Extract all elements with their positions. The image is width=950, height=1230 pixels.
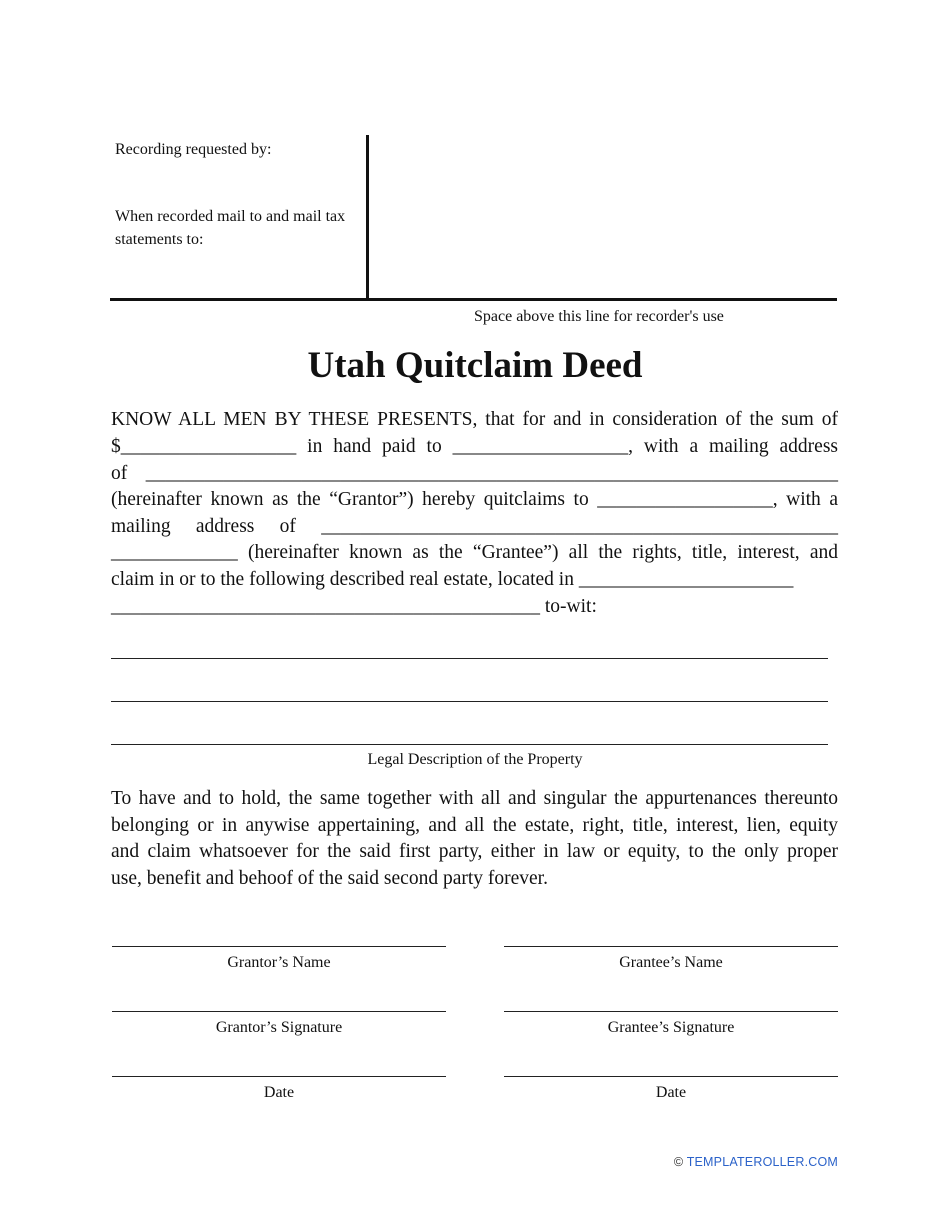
body-line: KNOW ALL MEN BY THESE PRESENTS, that for and in consideration of the sum of (111, 409, 838, 430)
body-line: claim in or to the following described real estate, located in ______________________ (111, 569, 794, 590)
body-line: $__________________ in hand paid to __________________, with a mailing address (111, 436, 838, 457)
recorder-space-line (110, 298, 837, 301)
grantee-name-line (504, 946, 838, 947)
copyright-symbol: © (673, 1155, 684, 1169)
habendum-line: To have and to hold, the same together with all and singular the appurtenances thereunto (111, 788, 838, 809)
grantor-signature-label: Grantor’s Signature (215, 1019, 343, 1036)
grantor-name-line (112, 946, 446, 947)
grantor-signature-line (112, 1011, 446, 1012)
recording-requested-label: Recording requested by: (115, 141, 272, 158)
recorder-box-divider (366, 135, 369, 300)
body-line: (hereinafter known as the “Grantor”) hereby quitclaims to __________________, with a (111, 489, 838, 510)
grantee-signature-line (504, 1011, 838, 1012)
recorder-note: Space above this line for recorder's use (474, 308, 724, 325)
grantor-date-label: Date (263, 1084, 295, 1101)
mail-to-label: When recorded mail to and mail tax statements to: (115, 208, 346, 248)
legal-description-line (111, 658, 828, 659)
body-line: _____________ (hereinafter known as the “Grantee”) all the rights, title, interest, and (111, 542, 838, 563)
grantee-date-line (504, 1076, 838, 1077)
grantee-name-label: Grantee’s Name (619, 954, 723, 971)
body-line: ____________________________________________ to-wit: (111, 596, 597, 617)
page-title: Utah Quitclaim Deed (307, 345, 643, 386)
habendum-line: and claim whatsoever for the said first party, either in law or equity, to the only proper (111, 841, 838, 862)
body-line: of _______________________________________________________________________ (111, 463, 838, 484)
grantor-date-line (112, 1076, 446, 1077)
templateroller-link[interactable]: TEMPLATEROLLER.COM (686, 1155, 838, 1169)
footer-brand[interactable] (674, 1155, 838, 1169)
body-line: mailing address of _____________________________________________________ (111, 516, 838, 537)
grantee-date-label: Date (655, 1084, 687, 1101)
habendum-line: belonging or in anywise appertaining, and all the estate, right, title, interest, lien, equity (111, 815, 838, 836)
legal-description-caption: Legal Description of the Property (367, 751, 583, 768)
habendum-line: use, benefit and behoof of the said second party forever. (111, 868, 548, 889)
legal-description-line (111, 744, 828, 745)
grantee-signature-label: Grantee’s Signature (607, 1019, 735, 1036)
legal-description-line (111, 701, 828, 702)
grantor-name-label: Grantor’s Name (227, 954, 331, 971)
